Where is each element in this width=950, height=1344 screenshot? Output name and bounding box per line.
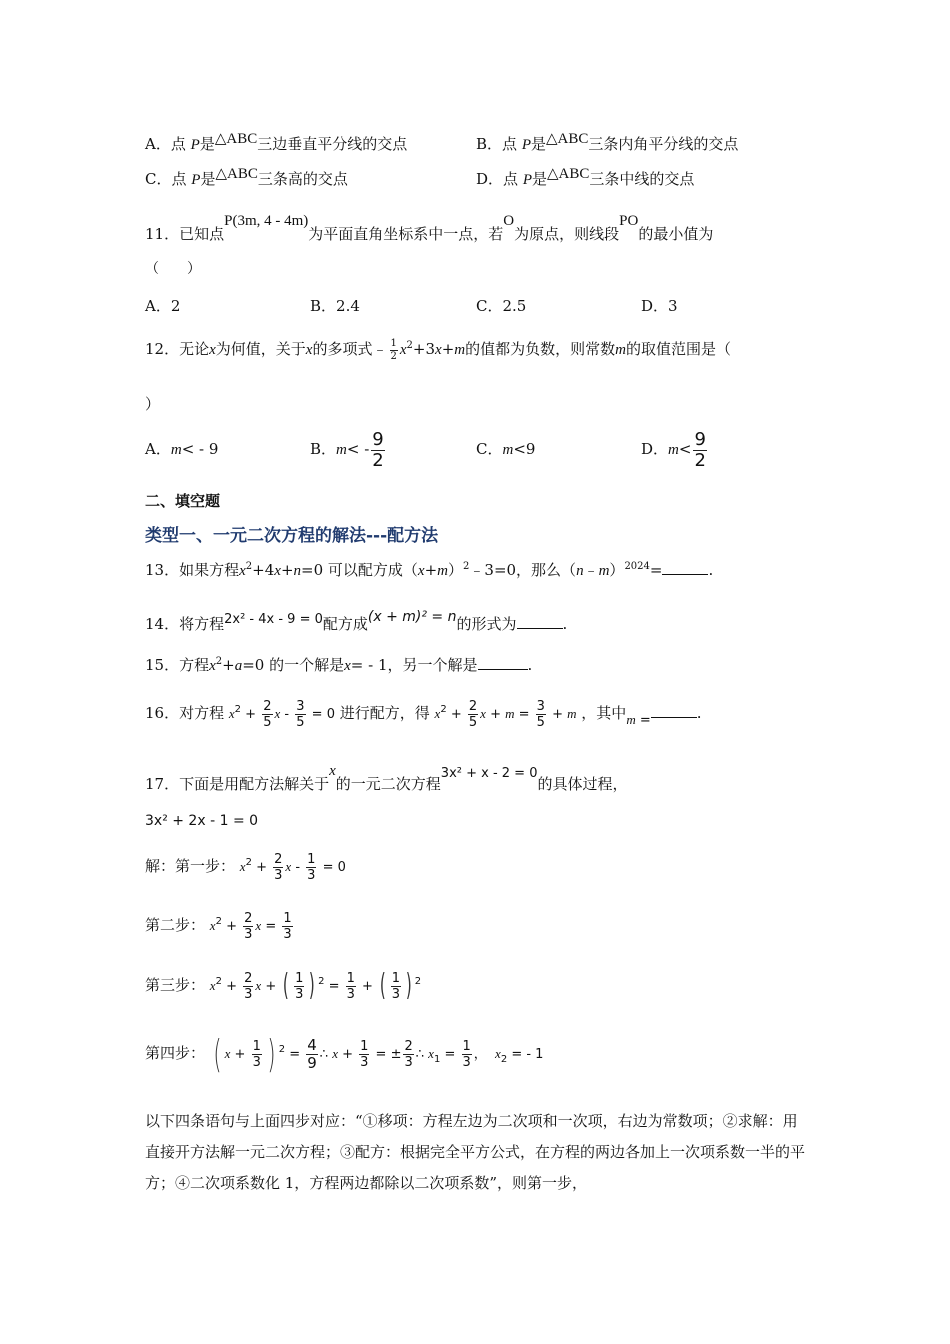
q16-stem: 16．对方程 $x^2$ + $\frac{2}{5}$ x - $\frac{3}{5}$ = 0 进行配方，得 $x^2$ + $\frac{2}{5}$ x + m = $\frac{3}{5}$ + m ，其中m = . xyxy=(145,690,702,744)
q12-option-b: B．m< - $\frac{9}{2}$ xyxy=(310,428,384,471)
q13-stem: 13．如果方程$x^2+4x+n=0$ 可以配方成$(x+m)^2﹣3=0$，那么（n﹣m）$^{2024}$= . xyxy=(145,561,714,579)
q14-stem: 14．将方程2x² - 4x - 9 = 0配方成(x + m)² = n的形式为 . xyxy=(145,609,568,633)
q17-stem: 17．下面是用配方法解关于x的一元二次方程3x² + x - 2 = 0的具体过程， xyxy=(145,763,628,793)
step-4: 第四步： ( x + $\frac{1}{3}$ ) $^2$ = $\frac{4}{9}$ ∴ x + $\frac{1}{3}$ = ± $\frac{2}{3}$ ∴ $x_1$ = $\frac{1}{3}$ ， $x_2$ = - 1 xyxy=(145,1032,544,1076)
step-1: 解：第一步： $x^2$ + $\frac{2}{3}$ x - $\frac{1}{3}$ = 0 xyxy=(145,851,346,883)
section-subheading-completing-square: 类型一、一元二次方程的解法---配方法 xyxy=(145,526,439,546)
q11-option-a: A．2 xyxy=(145,297,181,315)
section-heading-fill-in: 二、填空题 xyxy=(145,492,221,510)
q11-option-c: C．2.5 xyxy=(476,297,527,315)
q13-answer-blank[interactable] xyxy=(662,560,708,575)
q11-segment: PO xyxy=(619,213,639,229)
q11-option-b: B．2.4 xyxy=(310,297,360,315)
step-explanation-paragraph: 以下四条语句与上面四步对应：“①移项：方程左边为二次项和一次项，右边为常数项；②求解：用直接开方法解一元二次方程；③配方：根据完全平方公式，在方程的两边各加上一次项系数一半的平方；④二次项系数化 1，方程两边都除以二次项系数”，则第一步， xyxy=(145,1112,806,1192)
q10-option-d: D．点 P是△ABC三条中线的交点 xyxy=(476,166,695,188)
q12-option-d: D．m< $\frac{9}{2}$ xyxy=(641,428,706,471)
q11-stem: 11．已知点P(3m, 4 - 4m)为平面直角坐标系中一点，若O为原点，则线段PO的最小值为 xyxy=(145,210,713,245)
q12-stem: 12．无论x为何值，关于x的多项式﹣ $\frac{1}{2}$ $x^2+3x+m$的值都为负数，则常数m的取值范围是（ xyxy=(145,337,732,362)
step-2: 第二步： $x^2$ + $\frac{2}{3}$ x = $\frac{1}{3}$ xyxy=(145,910,292,942)
q16-equation-1: $x^2$ + $\frac{2}{5}$ x - $\frac{3}{5}$ = 0 xyxy=(228,698,335,730)
q12-close-paren: ） xyxy=(145,395,161,413)
q16-answer-blank[interactable] xyxy=(651,703,697,718)
q11-point: P(3m, 4 - 4m) xyxy=(224,213,309,229)
step-equation-original: 3x² + 2x - 1 = 0 xyxy=(145,813,259,829)
q15-stem: 15．方程$x^2+a=0$ 的一个解是x= - 1，另一个解是 . xyxy=(145,656,533,674)
q12-option-a: A．m< - 9 xyxy=(145,440,219,458)
step-3: 第三步： $x^2$ + $\frac{2}{3}$ x + ( $\frac{1}{3}$ ) $^2$ = $\frac{1}{3}$ + ( $\frac{1}{3}$ ) $^2$ xyxy=(145,968,422,1003)
q11-paren: （ ） xyxy=(145,261,201,277)
q15-answer-blank[interactable] xyxy=(478,655,528,670)
q16-equation-2: $x^2$ + $\frac{2}{5}$ x + m = $\frac{3}{5}$ + m xyxy=(434,698,577,730)
q12-option-c: C．m<9 xyxy=(476,440,536,458)
q10-option-c: C．点 P是△ABC三条高的交点 xyxy=(145,166,348,188)
q11-origin: O xyxy=(503,213,515,229)
q11-option-d: D．3 xyxy=(641,297,678,315)
q10-option-a: A．点 P是△ABC三边垂直平分线的交点 xyxy=(145,131,408,153)
q14-answer-blank[interactable] xyxy=(517,614,563,629)
q10-option-b: B．点 P是△ABC三条内角平分线的交点 xyxy=(476,131,739,153)
